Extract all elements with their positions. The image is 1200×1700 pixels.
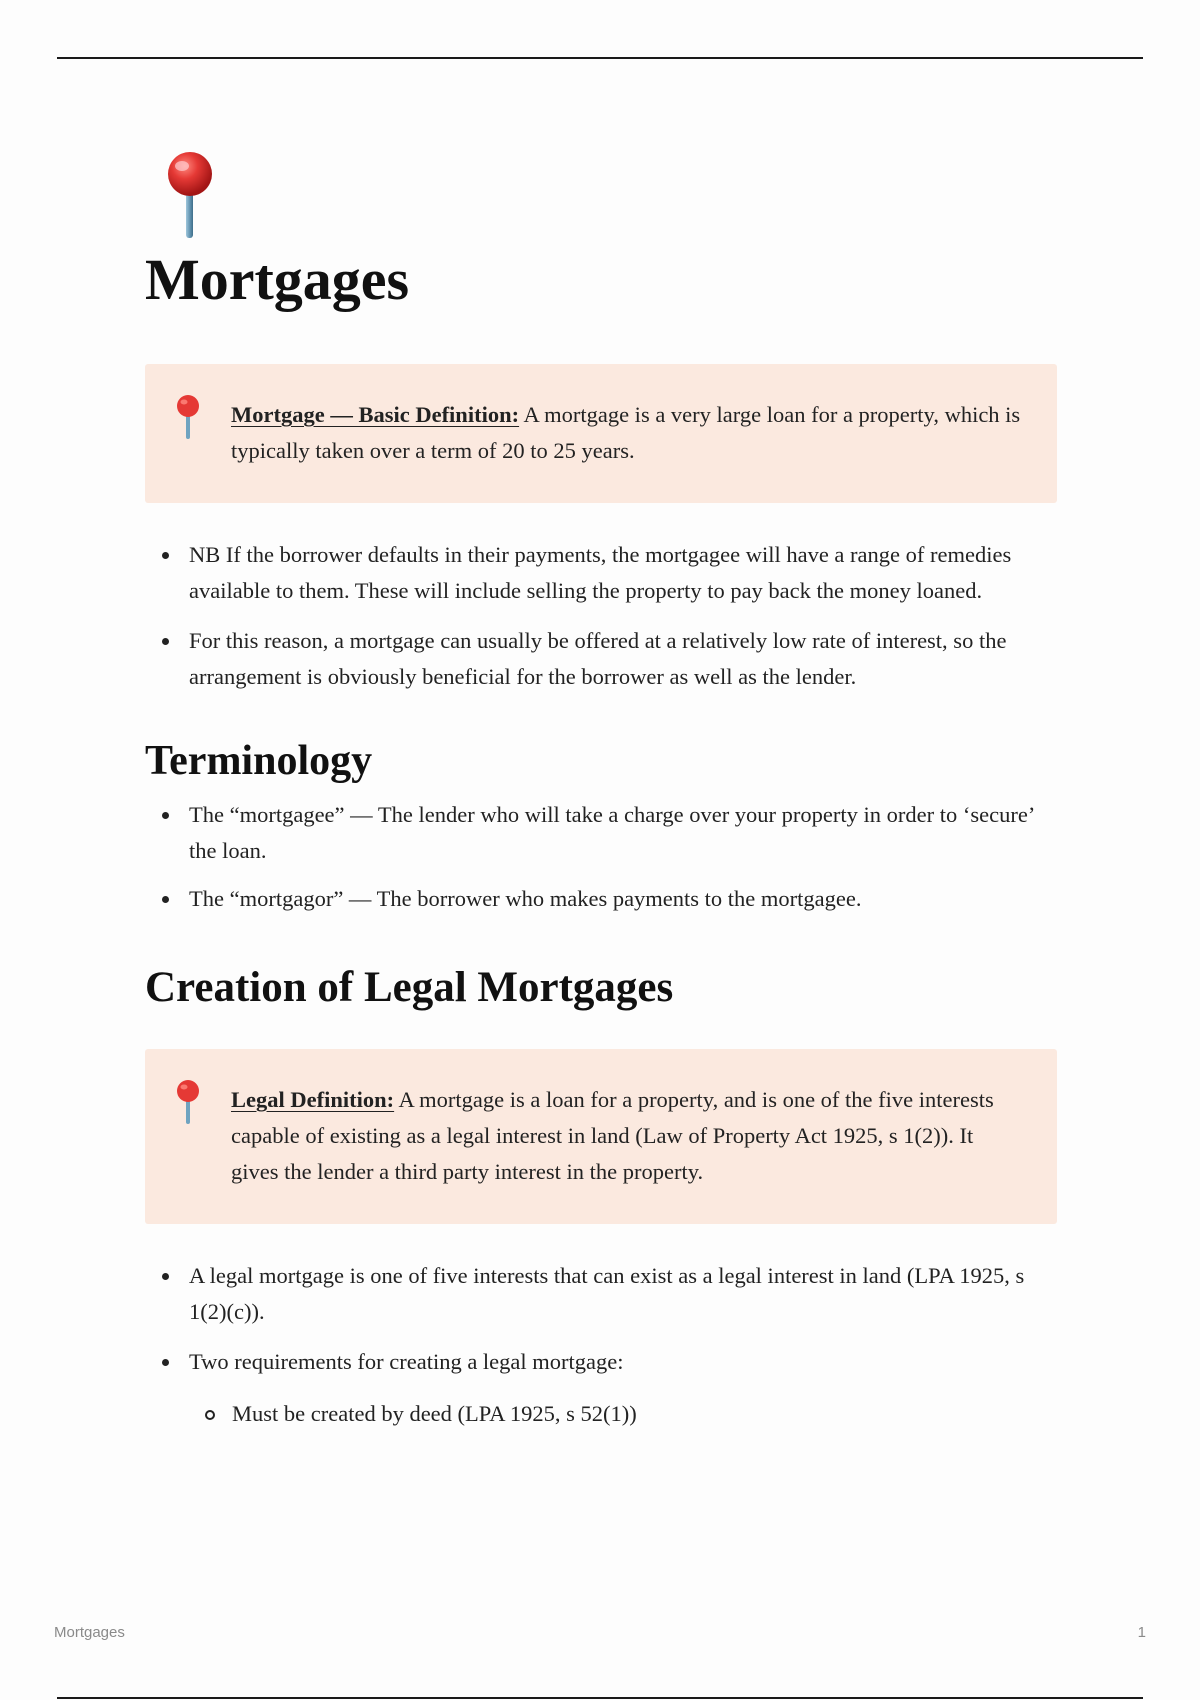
intro-bullet-list (145, 537, 1057, 695)
creation-sub-bullet-list (145, 1396, 1057, 1432)
document-body (145, 150, 1057, 1432)
page-title: Mortgages (145, 247, 410, 312)
bottom-rule (57, 1697, 1143, 1699)
list-item: The “mortgagor” — The borrower who makes payments to the mortgagee. (145, 881, 1057, 917)
list-item: A legal mortgage is one of five interests that can exist as a legal interest in land (LPA 1925, s 1(2)(c)). (145, 1258, 1057, 1330)
callout-label: Mortgage — Basic Definition: (231, 401, 520, 427)
creation-bullet-list (145, 1258, 1057, 1380)
footer-document-name: Mortgages (54, 1624, 125, 1641)
round-pushpin-icon (173, 394, 203, 440)
legal-definition-callout (145, 1049, 1057, 1224)
callout-text: A mortgage is a very large loan for a property, which is typically taken over a term of 20 to 25 years. (231, 401, 1021, 463)
round-pushpin-icon (173, 1079, 203, 1125)
top-rule (57, 57, 1143, 59)
terminology-heading: Terminology (145, 737, 373, 784)
list-item: For this reason, a mortgage can usually be offered at a relatively low rate of interest, so the arrangement is obviously beneficial for the borrower as well as the lender. (145, 623, 1057, 695)
callout-text: A mortgage is a loan for a property, and is one of the five interests capable of existing as a legal interest in land (Law of Property Act 1925, s 1(2)). It gives the lender a third party interest in the property. (231, 1086, 994, 1184)
list-item: The “mortgagee” — The lender who will take a charge over your property in order to ‘secure’ the loan. (145, 797, 1057, 869)
list-item: NB If the borrower defaults in their payments, the mortgagee will have a range of remedies available to them. These will include selling the property to pay back the money loaned. (145, 537, 1057, 609)
footer-page-number: 1 (1137, 1624, 1146, 1641)
round-pushpin-icon (160, 150, 220, 240)
creation-heading: Creation of Legal Mortgages (145, 964, 674, 1012)
list-item: Two requirements for creating a legal mortgage: (145, 1344, 1057, 1380)
terminology-bullet-list (145, 797, 1057, 917)
basic-definition-callout (145, 364, 1057, 503)
callout-label: Legal Definition: (231, 1086, 395, 1112)
list-item: Must be created by deed (LPA 1925, s 52(1)) (145, 1396, 1057, 1432)
